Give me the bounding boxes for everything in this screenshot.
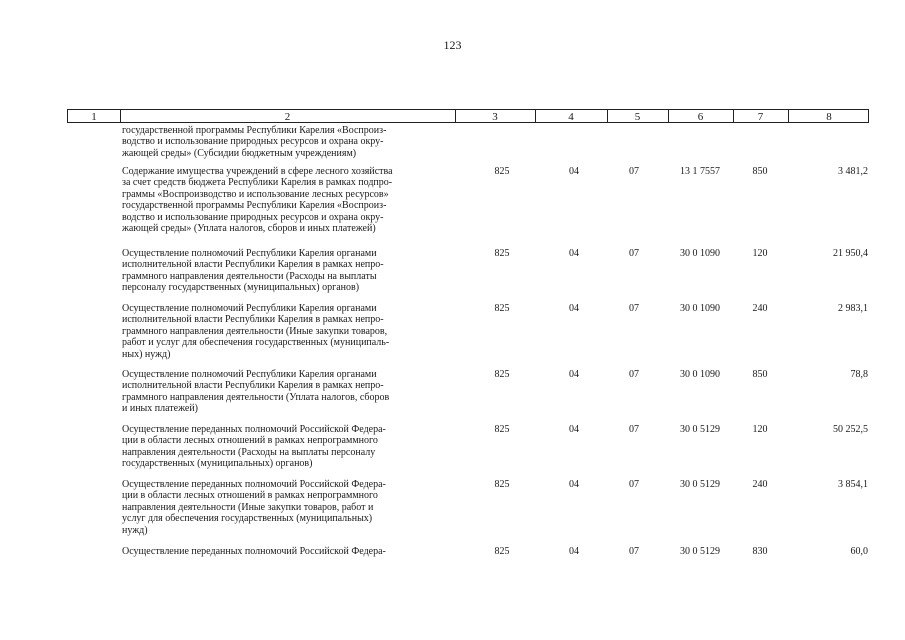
cell-amount: 2 983,1	[838, 303, 868, 314]
column-header-2: 2	[284, 111, 291, 123]
cell-expense-type: 850	[752, 166, 768, 177]
cell-target-article: 30 0 5129	[680, 546, 720, 557]
cell-section: 04	[569, 546, 579, 557]
table-header	[67, 109, 869, 123]
column-header-5: 5	[634, 111, 641, 123]
column-header-6: 6	[697, 111, 704, 123]
column-header-8: 8	[826, 111, 832, 123]
cell-subsection: 07	[629, 424, 639, 435]
cell-target-article: 30 0 5129	[680, 479, 720, 490]
cell-subsection: 07	[629, 166, 639, 177]
row-description: Осуществление переданных полномочий Российской Федера- ции в области лесных отношений в рамках непрограммного направления деятельности (Иные закупки товаров, работ и услуг для обеспечения государственных (муниципальных) нужд)	[122, 479, 386, 536]
column-header-3: 3	[492, 111, 498, 123]
cell-amount: 60,0	[850, 546, 868, 557]
cell-section: 04	[569, 166, 579, 177]
cell-target-article: 30 0 1090	[680, 303, 720, 314]
cell-ministry: 825	[494, 303, 510, 314]
cell-amount: 21 950,4	[833, 248, 868, 259]
row-description: Осуществление переданных полномочий Российской Федера-	[122, 546, 386, 557]
cell-section: 04	[569, 248, 579, 259]
cell-ministry: 825	[494, 248, 510, 259]
cell-target-article: 13 1 7557	[680, 166, 720, 177]
cell-expense-type: 850	[752, 369, 768, 380]
cell-expense-type: 120	[752, 248, 768, 259]
row-description: Осуществление полномочий Республики Карелия органами исполнительной власти Республики Карелия в рамках непро- граммного направления деятельности (Уплата налогов, сборов и иных платежей)	[122, 369, 390, 415]
cell-section: 04	[569, 479, 579, 490]
row-description: государственной программы Республики Карелия «Воспроиз- водство и использование природных ресурсов и охрана окру- жающей среды» (Субсидии бюджетным учреждениям)	[122, 125, 387, 159]
cell-amount: 50 252,5	[833, 424, 868, 435]
cell-amount: 3 854,1	[838, 479, 868, 490]
page-number: 123	[443, 38, 462, 52]
cell-expense-type: 830	[752, 546, 768, 557]
cell-subsection: 07	[629, 303, 639, 314]
cell-target-article: 30 0 5129	[680, 424, 720, 435]
cell-target-article: 30 0 1090	[680, 369, 720, 380]
cell-expense-type: 120	[752, 424, 768, 435]
row-description: Осуществление полномочий Республики Карелия органами исполнительной власти Республики Карелия в рамках непро- граммного направления деятельности (Иные закупки товаров, работ и услуг для обеспечения государственных (муниципаль- ных) нужд)	[122, 303, 390, 360]
column-header-1: 1	[91, 111, 97, 123]
column-header-4: 4	[568, 111, 574, 123]
cell-ministry: 825	[494, 479, 510, 490]
cell-ministry: 825	[494, 424, 510, 435]
cell-ministry: 825	[494, 369, 510, 380]
cell-expense-type: 240	[752, 303, 768, 314]
cell-subsection: 07	[629, 479, 639, 490]
cell-section: 04	[569, 424, 579, 435]
cell-ministry: 825	[494, 166, 510, 177]
cell-section: 04	[569, 369, 579, 380]
cell-amount: 78,8	[850, 369, 868, 380]
row-description: Осуществление переданных полномочий Российской Федера- ции в области лесных отношений в рамках непрограммного направления деятельности (Расходы на выплаты персоналу государственных (муниципальных) органов)	[122, 424, 386, 470]
row-description: Осуществление полномочий Республики Карелия органами исполнительной власти Республики Карелия в рамках непро- граммного направления деятельности (Расходы на выплаты персоналу государственных (муниципальных) органов)	[122, 248, 384, 294]
cell-expense-type: 240	[752, 479, 768, 490]
cell-subsection: 07	[629, 248, 639, 259]
cell-subsection: 07	[629, 546, 639, 557]
cell-section: 04	[569, 303, 579, 314]
row-description: Содержание имущества учреждений в сфере лесного хозяйства за счет средств бюджета Республики Карелия в рамках подпро- граммы «Воспроизводство и использование лесных ресурсов» государственной программы Республики Карелия «Воспроиз- водство и использование природных ресурсов и охрана окру- жающей среды» (Уплата налогов, сборов и иных платежей)	[122, 166, 393, 235]
cell-amount: 3 481,2	[838, 166, 868, 177]
cell-target-article: 30 0 1090	[680, 248, 720, 259]
column-header-7: 7	[757, 111, 764, 123]
cell-subsection: 07	[629, 369, 639, 380]
cell-ministry: 825	[494, 546, 510, 557]
